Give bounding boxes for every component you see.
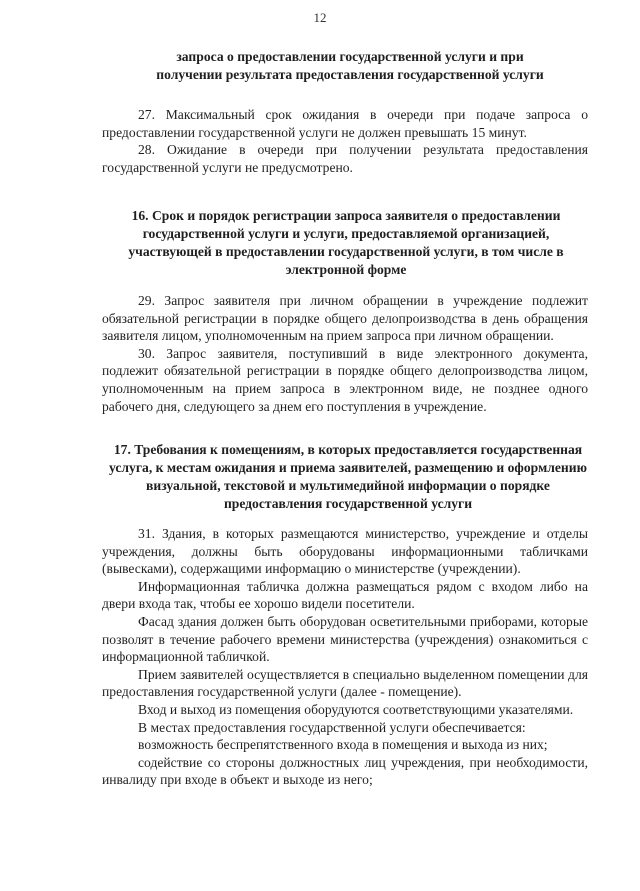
paragraphs-waiting-time bbox=[102, 106, 588, 176]
paragraph-access: возможность беспрепятственного входа в помещения и выхода из них; bbox=[138, 737, 548, 753]
paragraph-30: 30. Запрос заявителя, поступивший в виде электронного документа, подлежит обязательной регистрации в порядке общего делопроизводства лицом, уполномоченным на прием запроса в электронном виде, не позднее одного рабочего дня, следующего за днем его поступления в учреждение. bbox=[102, 345, 588, 414]
paragraph-assistance: содействие со стороны должностных лиц учреждения, при необходимости, инвалиду при входе в объект и выходе из него; bbox=[102, 754, 588, 788]
paragraph-29: 29. Запрос заявителя при личном обращении в учреждение подлежит обязательной регистрации в порядке общего делопроизводства в день обращения заявителя лицом, уполномоченным на прием запроса при личном обращении. bbox=[102, 293, 588, 344]
paragraph-provision-places: В местах предоставления государственной услуги обеспечивается: bbox=[138, 719, 526, 735]
paragraph-28: 28. Ожидание в очереди при получении результата предоставления государственной услуги не предусмотрено. bbox=[102, 142, 588, 175]
page-number: 12 bbox=[313, 10, 327, 25]
section-16-heading: 16. Срок и порядок регистрации запроса заявителя о предоставлении государственной услуги и услуги, предоставляемой организацией, участвующей в предоставлении государственной услуги, в том числе в электронной форме bbox=[128, 208, 564, 277]
paragraph-27: 27. Максимальный срок ожидания в очереди при подаче запроса о предоставлении государственной услуги не должен превышать 15 минут. bbox=[102, 107, 588, 140]
paragraph-reception: Прием заявителей осуществляется в специально выделенном помещении для предоставления государственной услуги (далее - помещение). bbox=[102, 666, 588, 700]
paragraph-facade: Фасад здания должен быть оборудован осветительными приборами, которые позволят в течение рабочего времени министерства (учреждения) ознакомиться с информационной табличкой. bbox=[102, 613, 588, 665]
paragraphs-registration bbox=[102, 292, 588, 415]
paragraphs-premises bbox=[102, 525, 588, 789]
paragraph-signs: Вход и выход из помещения оборудуются соответствующими указателями. bbox=[138, 701, 574, 717]
section-17-heading: 17. Требования к помещениям, в которых предоставляется государственная услуга, к местам ожидания и приема заявителей, размещению и оформлению визуальной, текстовой и мультимедийной информации о порядке предоставления государственной услуги bbox=[109, 442, 587, 511]
paragraph-31: 31. Здания, в которых размещаются министерство, учреждение и отделы учреждения, должны быть оборудованы информационными табличками (вывесками), содержащими информацию о министерстве (учреждении). bbox=[102, 526, 588, 577]
paragraph-info-plate: Информационная табличка должна размещаться рядом с входом либо на двери входа так, чтобы ее хорошо видели посетители. bbox=[102, 578, 588, 612]
section-15-heading: запроса о предоставлении государственной услуги и при получении результата предоставления государственной услуги bbox=[156, 49, 544, 82]
